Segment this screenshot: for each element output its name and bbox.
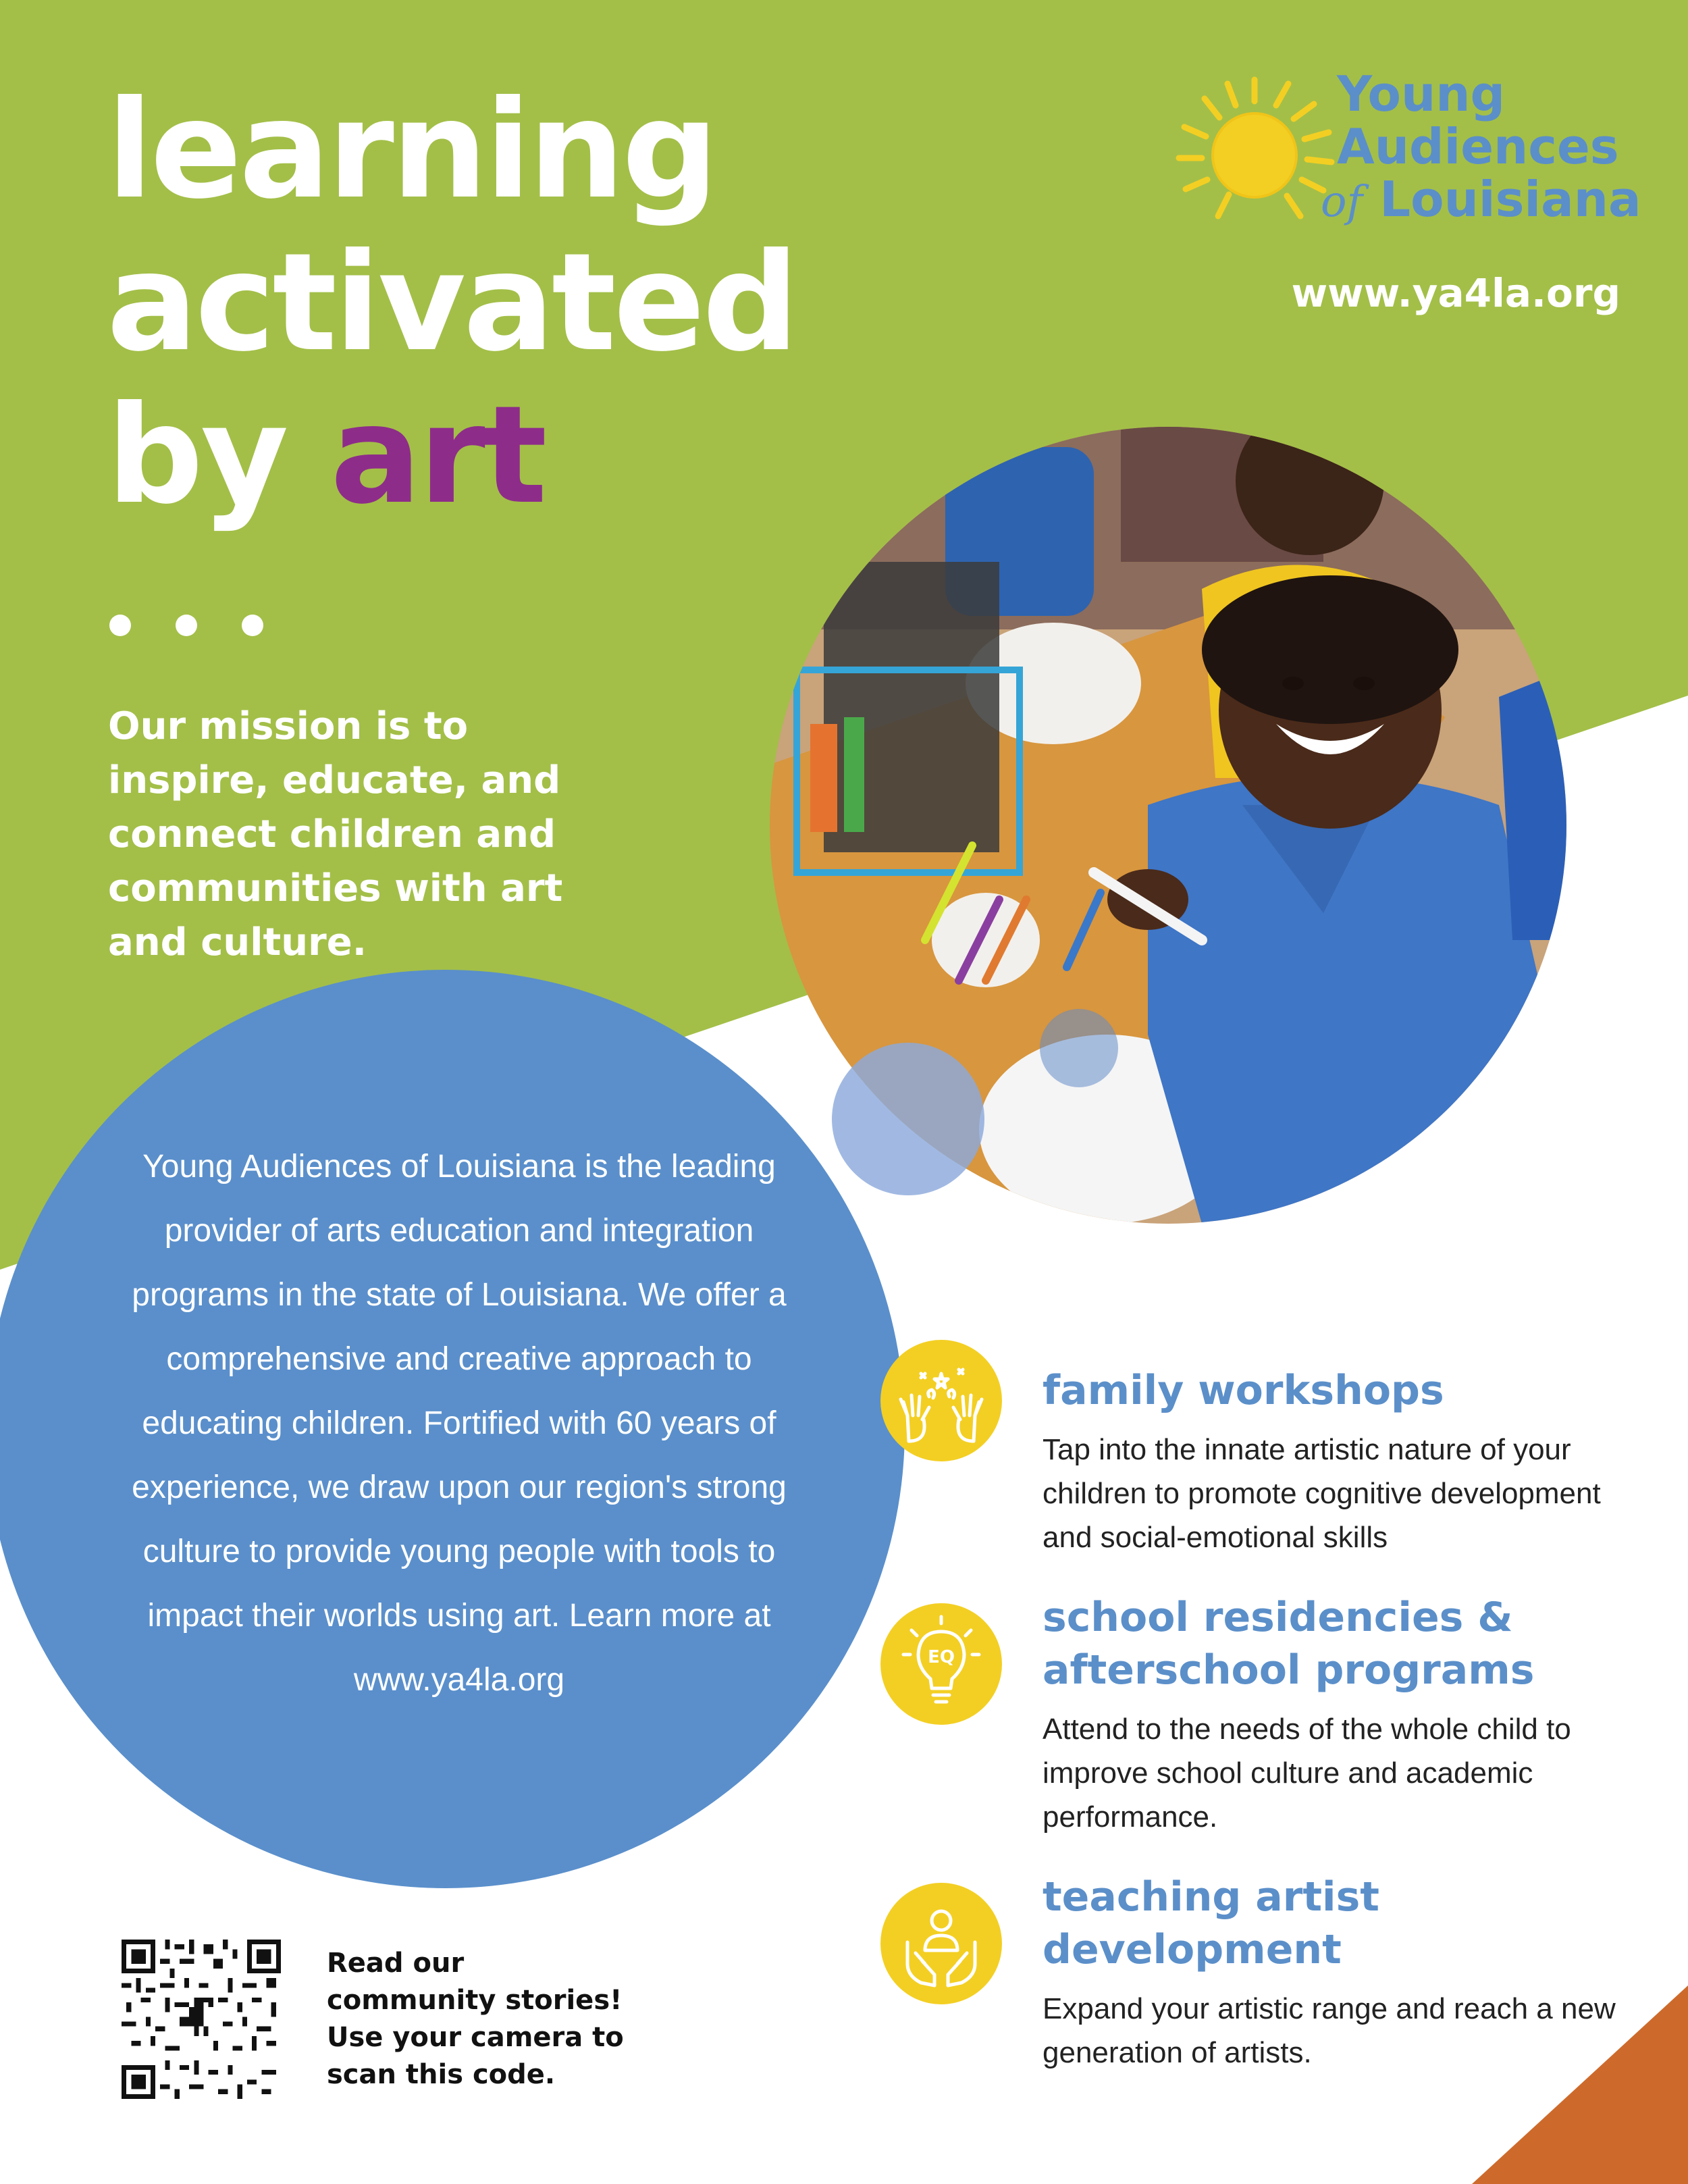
service-teaching-artist [1043, 1871, 1623, 2075]
headline-art: art [330, 377, 545, 534]
lightbulb-icon [880, 1603, 1002, 1725]
service-title: school residencies & afterschool programs [1043, 1594, 1535, 1694]
service-title: teaching artist development [1043, 1873, 1379, 1973]
service-icon-school [880, 1603, 1002, 1725]
decorative-bubble-large [832, 1043, 984, 1195]
dot [109, 615, 131, 636]
service-description: Expand your artistic range and reach a new generation of artists. [1043, 1992, 1616, 2069]
service-description: Attend to the needs of the whole child to improve school culture and academic performance. [1043, 1713, 1571, 1834]
logo-wordmark [1321, 66, 1641, 228]
logo-of: of [1321, 177, 1363, 227]
person-in-hands-icon [880, 1883, 1002, 2004]
qr-caption: Read our community stories! Use your camera to scan this code. [327, 1948, 624, 2090]
service-description: Tap into the innate artistic nature of your children to promote cognitive development and social-emotional skills [1043, 1433, 1601, 1554]
logo-line-louisiana [1321, 173, 1641, 228]
headline-line-3 [107, 377, 796, 534]
logo-line-young: Young [1337, 66, 1506, 122]
hands-icon [880, 1340, 1002, 1461]
headline-line-2: activated [107, 224, 797, 382]
ellipsis-dots [109, 615, 263, 636]
mission-statement: Our mission is to inspire, educate, and connect children and communities with art and culture. [108, 704, 563, 964]
about-text: Young Audiences of Louisiana is the leading provider of arts education and integration programs in the state of Louisiana. We offer a comprehensive and creative approach to educating children. Fortified with 60 years of experience, we draw upon our region's strong culture to provide young people with tools to impact their worlds using art. Learn more at www.ya4la.org [132, 1149, 787, 1698]
service-title: family workshops [1043, 1367, 1444, 1414]
website-link[interactable]: www.ya4la.org [1291, 270, 1620, 316]
logo-line-audiences: Audiences [1337, 118, 1619, 175]
sun-icon [1175, 74, 1337, 230]
dot [242, 615, 263, 636]
headline [107, 74, 796, 532]
decorative-bubble-small [1040, 1009, 1118, 1087]
lightbulb-icon-text: EQ [928, 1647, 955, 1667]
qr-code-icon[interactable] [122, 1940, 281, 2099]
service-icon-teaching [880, 1883, 1002, 2004]
dot [176, 615, 197, 636]
headline-by: by [107, 377, 331, 534]
headline-line-1: learning [107, 72, 716, 229]
service-family-workshops [1043, 1364, 1623, 1559]
logo [1175, 66, 1641, 243]
service-school-residencies [1043, 1591, 1623, 1839]
service-icon-family [880, 1340, 1002, 1461]
logo-louisiana: Louisiana [1379, 171, 1641, 228]
